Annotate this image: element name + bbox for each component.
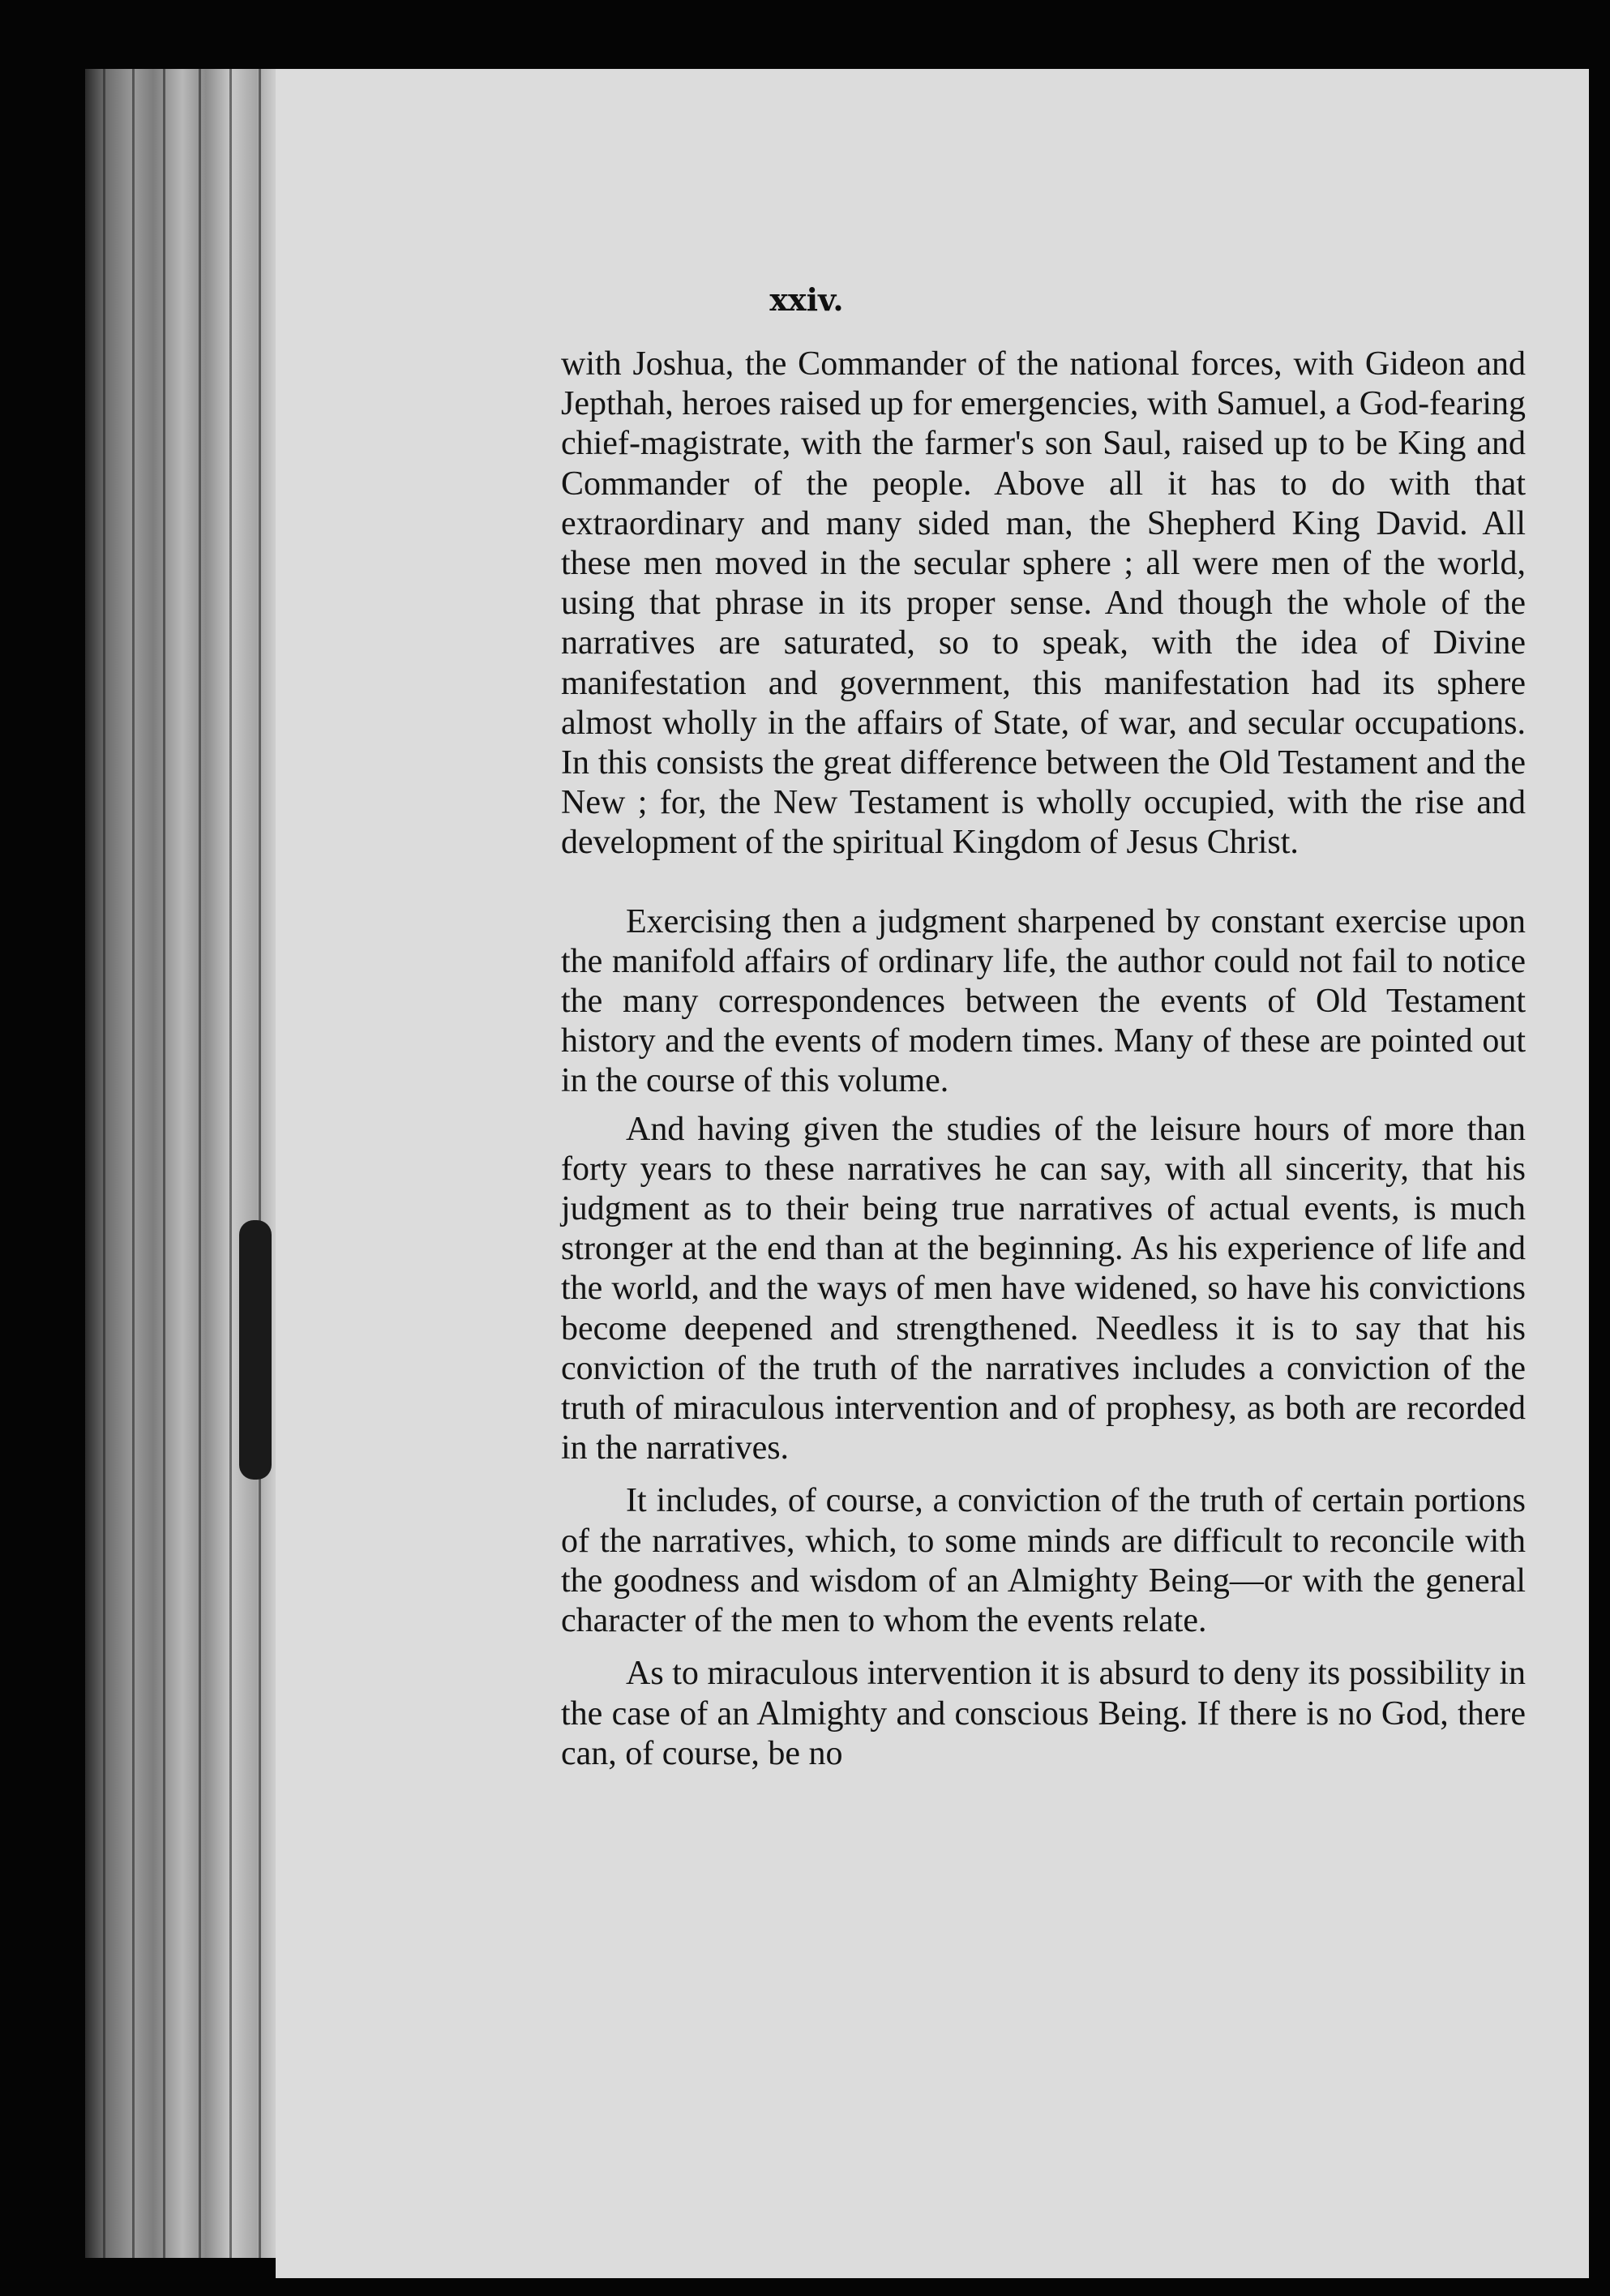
paragraph: with Joshua, the Commander of the national forces, with Gideon and Jepthah, heroes raised up for emergencies, with Samuel, a God-fearing chief-magistrate, with the farmer's son Saul, raised up to be King and Commander of the people. Above all it has to do with that extraordinary and many sided man, the Shepherd King David. All these men moved in the secular sphere ; all were men of the world, using that phrase in its proper sense. And though the whole of the narratives are saturated, so to speak, with the idea of Divine manifestation and government, this manifestation had its sphere almost wholly in the affairs of State, of war, and secular occupations. In this consists the great difference between the Old Testament and the New ; for, the New Testament is wholly occupied, with the rise and development of the spiritual Kingdom of Jesus Christ. [561,345,1526,862]
binding-line [199,69,201,2258]
page-number: xxiv. [769,281,844,318]
paragraph: Exercising then a judgment sharpened by constant exercise upon the manifold affairs of ordinary life, the author could not fail to notice the many correspondences between the events of Old Testament history and the events of modern times. Many of these are pointed out in the course of this volume. [561,902,1526,1100]
binding-line [229,69,232,2258]
binding-shadow [239,1220,272,1480]
paragraph: As to miraculous intervention it is absurd to deny its possibility in the case of an Almighty and conscious Being. If there is no God, there can, of course, be no [561,1655,1526,1772]
paragraph: It includes, of course, a conviction of the truth of certain portions of the narratives, which, to some minds are difficult to reconcile with the goodness and wisdom of an Almighty Being—or with the general character of the men to whom the events relate. [561,1482,1526,1640]
paragraph: And having given the studies of the leisure hours of more than forty years to these narratives he can say, with all sincerity, that his judgment as to their being true narratives of actual events, is much stronger at the end than at the beginning. As his experience of life and the world, and the ways of men have widened, so have his convictions become deepened and strengthened. Needless it is to say that his conviction of the truth of the narratives includes a conviction of the truth of miraculous intervention and of prophesy, as both are recorded in the narratives. [561,1110,1526,1467]
book-binding-gutter [85,69,280,2258]
text-column [561,345,1526,1774]
binding-line [103,69,105,2258]
binding-line [132,69,135,2258]
binding-line [163,69,165,2258]
binding-line [259,69,261,2258]
